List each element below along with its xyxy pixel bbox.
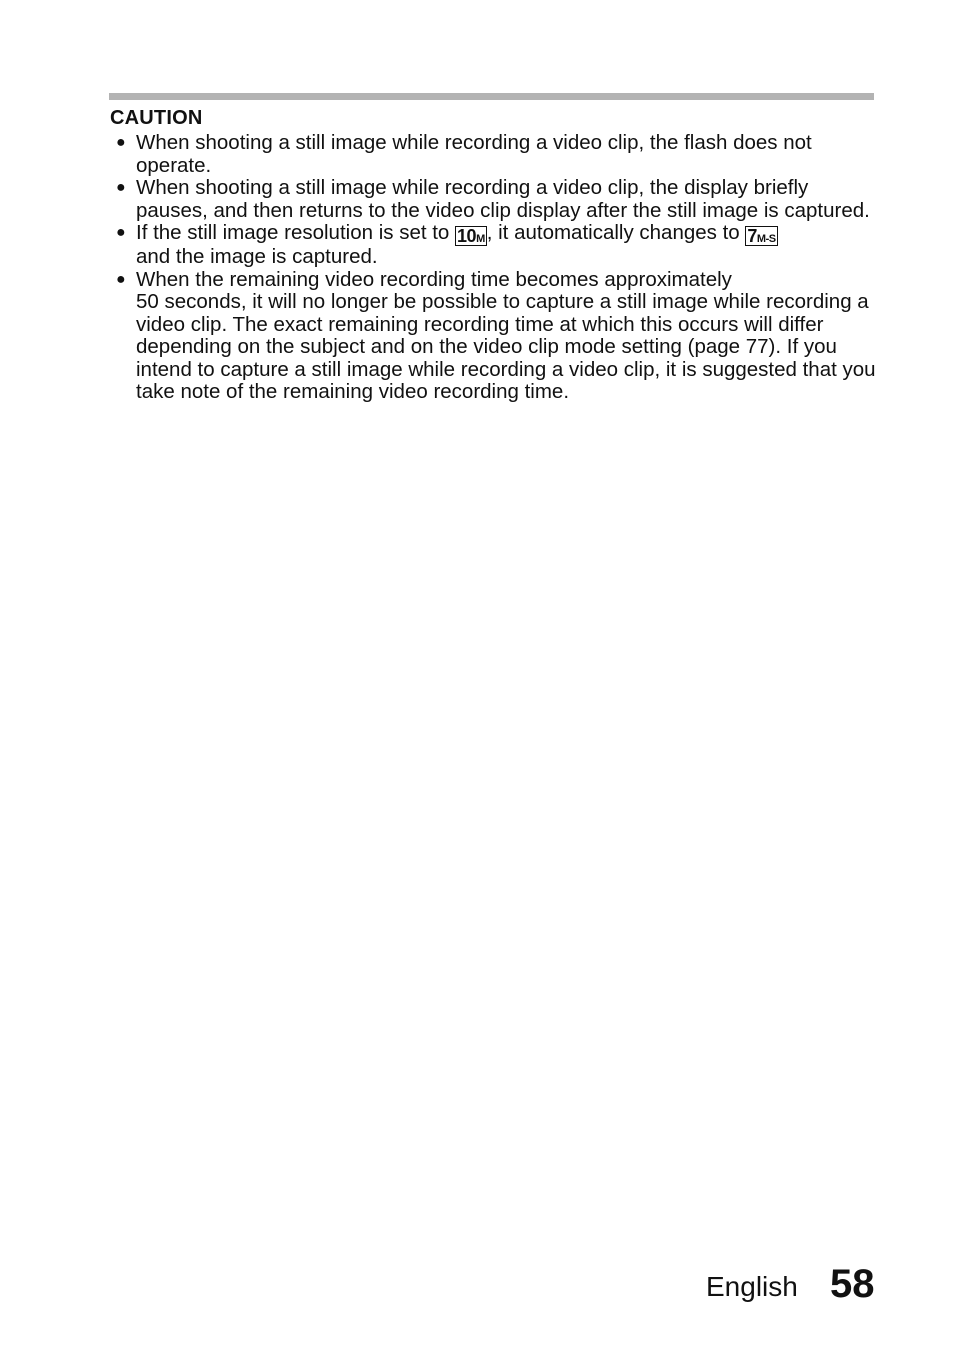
section-divider [109,93,874,100]
list-item-text: If the still image resolution is set to [136,221,456,244]
bullet-icon: ● [116,179,126,196]
footer-language: English [706,1271,798,1302]
list-item-text: When shooting a still image while recording a video clip, the display briefly pauses, and then returns to the video clip display after the still image is captured. [136,176,870,222]
bullet-icon: ● [116,134,126,151]
list-item [110,269,880,404]
list-item [110,132,880,177]
bullet-icon: ● [116,224,126,241]
list-item-text: 50 seconds, it will no longer be possible to capture a still image while recording a video clip. The exact remaining recording time at which this occurs will differ depending on the subject and on the video clip mode setting (page 77). If you intend to capture a still image while recording a video clip, it is suggested that you take note of the remaining video recording time. [136,290,876,403]
resolution-7m-s-icon: 7M-S [747,226,776,246]
bullet-icon: ● [116,270,126,288]
list-item-text: , it automatically changes to [486,221,746,244]
caution-heading: CAUTION [110,107,203,129]
list-item-text: and the image is captured. [136,245,378,268]
page-number: 58 [830,1262,875,1306]
list-item-text: When the remaining video recording time becomes approximately [136,267,732,291]
list-item [110,222,880,269]
list-item-text: When shooting a still image while recording a video clip, the flash does not operate. [136,131,812,177]
caution-list [110,132,880,404]
resolution-10m-icon: 10M [457,226,485,246]
list-item [110,177,880,222]
